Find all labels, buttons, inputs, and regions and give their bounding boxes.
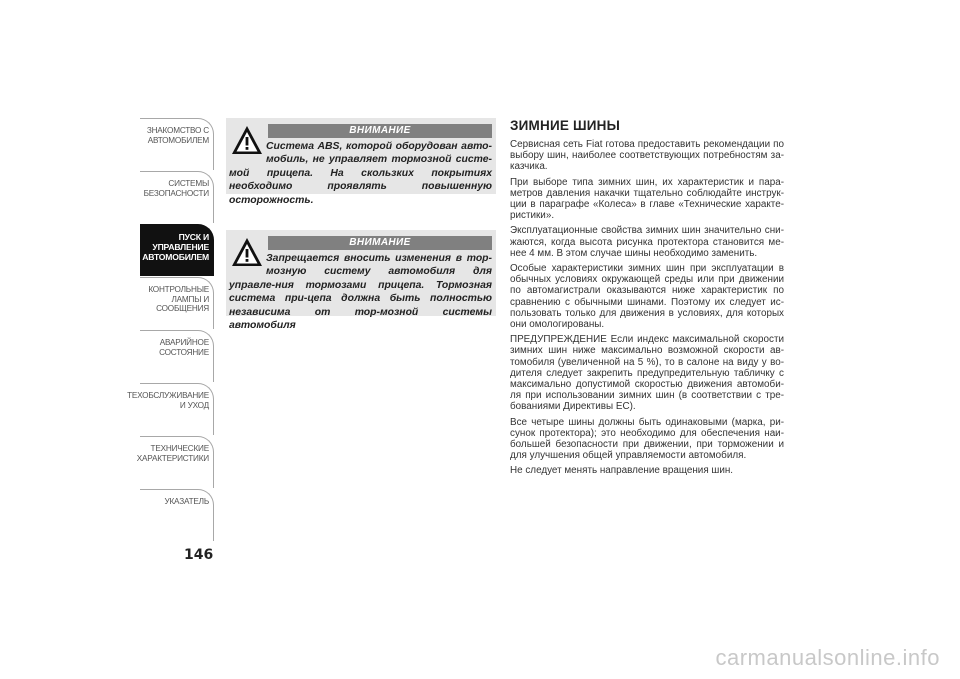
- article-winter-tyres: [510, 118, 784, 481]
- warning-header: ВНИМАНИЕ: [268, 236, 492, 250]
- article-paragraph: Особые характеристики зимних шин при эксплуатации в обычных условиях окружающей среды или при движении по автомагистрали оказываются ниже характеристик по сравнению с обычными шинами. Поэтому их следует ис-пользовать только для движения в условиях, для которых они омологированы.: [510, 263, 784, 331]
- warning-box-brakes: [226, 230, 496, 332]
- tab-label: УКАЗАТЕЛЬ: [164, 497, 209, 506]
- tab-tehobsluzhivanie[interactable]: [127, 383, 214, 435]
- warning-text: Запрещается вносить изменения в тор-мозную систему автомобиля для управле-ния тормозами прицепа. Тормозная система при-цепа должна быть полностью независима от тор-мозной системы автомобиля: [229, 253, 492, 332]
- article-paragraph: При выборе типа зимних шин, их характеристик и пара-метров давления накачки тщательно соблюдайте инструк-ции в параграфе «Колеса» в главе «Технические характе-ристики».: [510, 176, 784, 222]
- page-number: 146: [184, 547, 214, 563]
- warning-text: Система ABS, которой оборудован авто-мобиль, не управляет тормозной систе-мой прицепа. На скользких покрытиях необходимо проявлять повышенную осторожность.: [229, 141, 492, 206]
- tab-label: ЗНАКОМСТВО С АВТОМОБИЛЕМ: [146, 126, 209, 145]
- tab-label: КОНТРОЛЬНЫЕ ЛАМПЫ И СООБЩЕНИЯ: [148, 285, 209, 313]
- tab-label: АВАРИЙНОЕ СОСТОЯНИЕ: [159, 338, 209, 357]
- tab-znakomstvo[interactable]: [140, 118, 214, 170]
- article-paragraph: Сервисная сеть Fiat готова предоставить рекомендации по выбору шин, наиболее соответствующих потребностям за-казчика.: [510, 139, 784, 173]
- article-title: ЗИМНИЕ ШИНЫ: [510, 118, 621, 133]
- tab-ukazatel[interactable]: [140, 489, 214, 541]
- watermark: carmanualsonline.info: [715, 645, 940, 670]
- article-paragraph: ПРЕДУПРЕЖДЕНИЕ Если индекс максимальной скорости зимних шин ниже максимально возможной скорости ав-томобиля (увеличенной на 5 %), то в салоне на виду у во-дителя следует закрепить предупредительную табличку с максимально допустимой скоростью движения автомоби-ля при использовании зимних шин (в соответствии с тре-бованиями Директивы ЕС).: [510, 334, 784, 413]
- chapter-sidebar: [127, 118, 214, 542]
- article-paragraph: Эксплуатационные свойства зимних шин значительно сни-жаются, когда высота рисунка протектора становится ме-нее 4 мм. В этом случае шины необходимо заменить.: [510, 225, 784, 259]
- tab-tehnicheskie-harakteristiki[interactable]: [136, 436, 214, 488]
- tab-kontrolnye-lampy[interactable]: [140, 277, 214, 329]
- warning-header: ВНИМАНИЕ: [268, 124, 492, 138]
- tab-pusk-i-upravlenie[interactable]: [140, 224, 214, 276]
- warning-box-abs: [226, 118, 496, 206]
- tab-label: ТЕХНИЧЕСКИЕ ХАРАКТЕРИСТИКИ: [136, 444, 209, 463]
- tab-label: ПУСК И УПРАВЛЕНИЕ АВТОМОБИЛЕМ: [142, 232, 209, 262]
- tab-avariynoe-sostoyanie[interactable]: [140, 330, 214, 382]
- article-paragraph: Все четыре шины должны быть одинаковыми (марка, ри-сунок протектора); это необходимо для обеспечения наи-большей безопасности при движении, при торможении и для улучшения общей управляемости автомобиля.: [510, 416, 784, 462]
- article-paragraph: Не следует менять направление вращения шин.: [510, 465, 734, 477]
- tab-label: СИСТЕМЫ БЕЗОПАСНОСТИ: [143, 179, 209, 198]
- tab-label: ТЕХОБСЛУЖИВАНИЕ И УХОД: [127, 391, 209, 410]
- tab-sistemy-bezopasnosti[interactable]: [140, 171, 214, 223]
